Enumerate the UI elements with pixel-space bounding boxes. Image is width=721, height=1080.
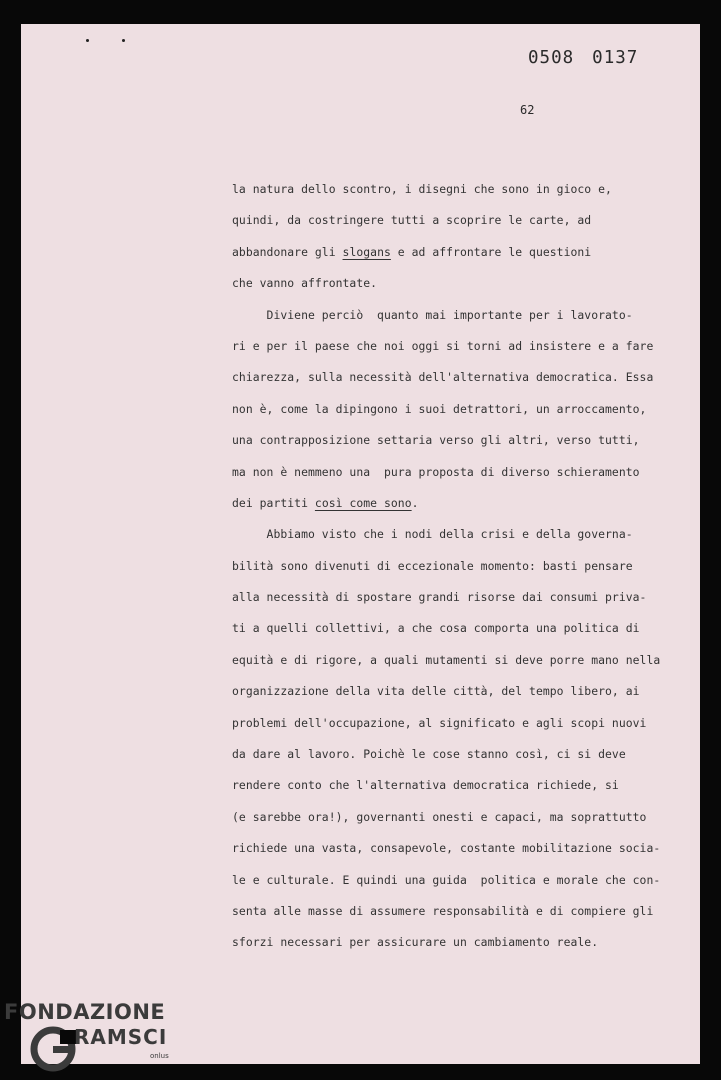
text-segment: senta alle masse di assumere responsabilità e di compiere gli	[232, 903, 654, 918]
text-segment: chiarezza, sulla necessità dell'alternativa democratica. Essa	[232, 370, 654, 385]
text-segment: da dare al lavoro. Poichè le cose stanno così, ci si deve	[232, 747, 626, 762]
text-line	[232, 331, 662, 362]
text-segment: bilità sono divenuti di eccezionale momento: basti pensare	[232, 558, 633, 573]
text-segment: organizzazione della vita delle città, del tempo libero, ai	[232, 684, 640, 699]
text-line	[232, 268, 662, 299]
text-line	[232, 205, 662, 236]
archive-code-right: 0137	[592, 48, 639, 68]
punch-mark-right	[122, 39, 125, 42]
watermark-line2: RAMSCI	[74, 1025, 168, 1049]
text-line	[232, 708, 662, 739]
text-segment: abbandonare gli	[232, 244, 343, 259]
text-line	[232, 237, 662, 268]
text-line	[232, 174, 662, 205]
text-line	[232, 833, 662, 864]
text-segment: non è, come la dipingono i suoi detrattori, un arroccamento,	[232, 401, 647, 416]
text-segment: quindi, da costringere tutti a scoprire le carte, ad	[232, 213, 592, 228]
text-line	[232, 927, 662, 958]
text-line	[232, 519, 662, 550]
text-line	[232, 676, 662, 707]
text-line	[232, 457, 662, 488]
text-line	[232, 896, 662, 927]
gramsci-g-logo-icon	[30, 1026, 76, 1072]
text-line	[232, 300, 662, 331]
text-line	[232, 362, 662, 393]
text-segment: le e culturale. E quindi una guida politica e morale che con-	[232, 872, 661, 887]
text-segment: (e sarebbe ora!), governanti onesti e capaci, ma soprattutto	[232, 809, 647, 824]
paragraph	[232, 519, 662, 958]
text-segment: una contrapposizione settaria verso gli altri, verso tutti,	[232, 433, 640, 448]
underlined-phrase: slogans	[342, 244, 391, 259]
text-line	[232, 425, 662, 456]
text-segment: Abbiamo visto che i nodi della crisi e della governa-	[232, 527, 633, 542]
text-segment: ti a quelli collettivi, a che cosa comporta una politica di	[232, 621, 640, 636]
text-segment: problemi dell'occupazione, al significato e agli scopi nuovi	[232, 715, 647, 730]
text-segment: dei partiti	[232, 495, 315, 510]
text-segment: Diviene perciò quanto mai importante per i lavorato-	[232, 307, 633, 322]
archive-code-left: 0508	[528, 48, 575, 68]
paragraph	[232, 300, 662, 520]
text-line	[232, 488, 662, 519]
archive-code	[528, 48, 638, 68]
text-segment: richiede una vasta, consapevole, costante mobilitazione socia-	[232, 841, 661, 856]
watermark-small: onlus	[150, 1052, 169, 1060]
text-line	[232, 582, 662, 613]
text-line	[232, 613, 662, 644]
text-segment: equità e di rigore, a quali mutamenti si deve porre mano nella	[232, 652, 661, 667]
text-line	[232, 865, 662, 896]
underlined-phrase: così come sono	[314, 495, 412, 510]
watermark-line1: FONDAZIONE	[4, 1000, 166, 1024]
text-line	[232, 551, 662, 582]
text-line	[232, 739, 662, 770]
page-number: 62	[520, 103, 535, 117]
text-segment: e ad affrontare le questioni	[390, 244, 592, 259]
fondazione-gramsci-watermark	[4, 1000, 179, 1080]
text-line	[232, 645, 662, 676]
paragraph	[232, 174, 662, 300]
text-segment: ma non è nemmeno una pura proposta di diverso schieramento	[232, 464, 640, 479]
punch-mark-left	[86, 39, 89, 42]
text-line	[232, 770, 662, 801]
text-line	[232, 394, 662, 425]
document-page	[21, 24, 700, 1064]
text-segment: alla necessità di spostare grandi risorse dai consumi priva-	[232, 590, 647, 605]
text-segment: la natura dello scontro, i disegni che sono in gioco e,	[232, 182, 612, 196]
text-segment: rendere conto che l'alternativa democratica richiede, si	[232, 778, 619, 793]
text-segment: ri e per il paese che noi oggi si torni ad insistere e a fare	[232, 338, 654, 353]
text-line	[232, 802, 662, 833]
text-segment: .	[411, 495, 419, 510]
text-segment: sforzi necessari per assicurare un cambiamento reale.	[232, 935, 599, 950]
text-segment: che vanno affrontate.	[232, 276, 378, 291]
typewritten-body	[232, 174, 662, 959]
